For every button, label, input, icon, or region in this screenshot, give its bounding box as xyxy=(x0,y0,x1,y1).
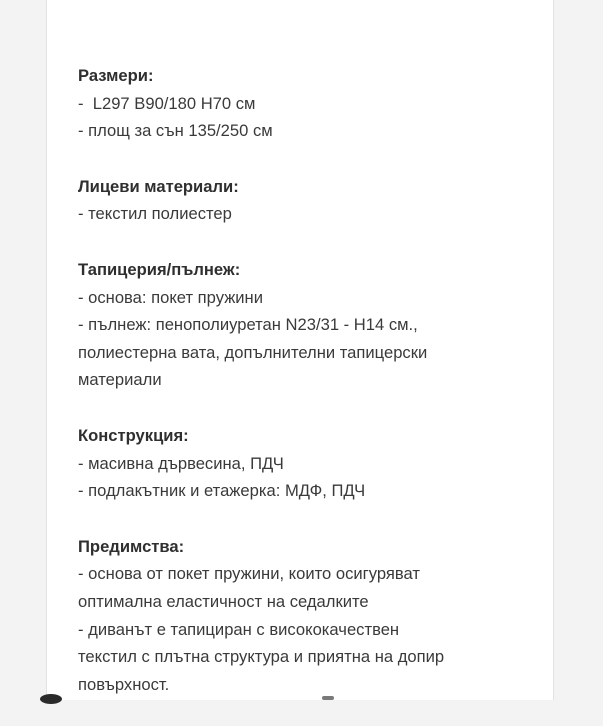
spec-line: - пълнеж: пенополиуретан N23/31 - H14 см., xyxy=(78,315,418,335)
spec-line: - основа от покет пружини, които осигуряват xyxy=(78,564,420,584)
description-card xyxy=(46,0,554,700)
section-construction xyxy=(78,422,545,505)
spec-line: - текстил полиестер xyxy=(78,204,232,224)
spec-line: - площ за сън 135/250 см xyxy=(78,121,273,141)
spec-line: оптимална еластичност на седалките xyxy=(78,591,369,611)
section-heading: Предимства: xyxy=(78,536,185,556)
spec-line: - L297 B90/180 H70 см xyxy=(78,93,256,113)
section-upholstery xyxy=(78,256,545,394)
spec-line: - подлакътник и етажерка: МДФ, ПДЧ xyxy=(78,481,366,501)
section-heading: Размери: xyxy=(78,66,154,85)
spec-line: полиестерна вата, допълнителни тапицерски xyxy=(78,342,428,362)
spec-line: - масивна дървесина, ПДЧ xyxy=(78,453,284,473)
section-face-materials xyxy=(78,173,545,228)
product-specs xyxy=(78,62,545,726)
section-heading: Конструкция: xyxy=(78,425,189,445)
section-heading: Лицеви материали: xyxy=(78,176,239,196)
cropped-bottom-edge xyxy=(0,686,603,700)
spec-line: материали xyxy=(78,370,162,390)
spec-line: текстил с плътна структура и приятна на допир xyxy=(78,647,445,667)
spec-line: - основа: покет пружини xyxy=(78,287,263,307)
spec-line: - диванът е тапициран с висококачествен xyxy=(78,619,400,639)
cropped-shape xyxy=(322,696,334,700)
section-heading: Тапицерия/пълнеж: xyxy=(78,259,241,279)
section-dimensions xyxy=(78,62,545,145)
cropped-shape xyxy=(40,694,62,704)
spec-line: повърхност. xyxy=(78,674,170,694)
section-advantages xyxy=(78,533,545,699)
